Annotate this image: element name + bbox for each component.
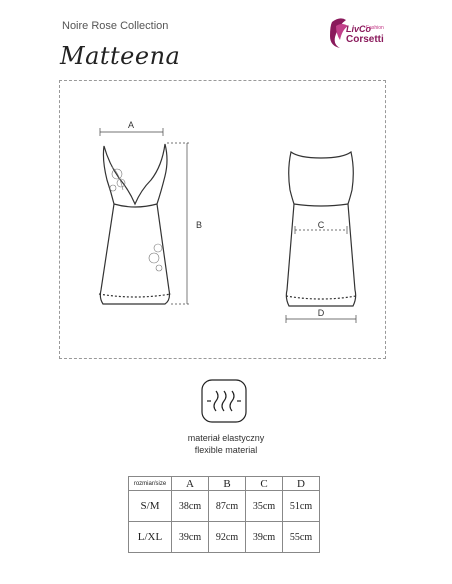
table-cell: 92cm <box>209 522 246 553</box>
label-c: C <box>317 220 325 230</box>
table-cell: 87cm <box>209 491 246 522</box>
table-cell: 51cm <box>283 491 320 522</box>
column-header: A <box>172 477 209 491</box>
front-garment-outline <box>100 144 169 304</box>
table-cell: 35cm <box>246 491 283 522</box>
table-row <box>129 491 320 522</box>
logo-text-corsetti: Corsetti <box>346 34 384 45</box>
column-header: D <box>283 477 320 491</box>
column-header: B <box>209 477 246 491</box>
logo-text-fashion: Fashion <box>366 25 384 31</box>
table-cell: 39cm <box>172 522 209 553</box>
measurement-diagram <box>59 80 386 359</box>
material-label-pl: materiał elastyczny <box>187 433 265 443</box>
label-d: D <box>317 308 325 318</box>
front-hem-lace <box>99 294 171 297</box>
logo-text-livco: LivCo <box>346 24 372 34</box>
column-header: C <box>246 477 283 491</box>
collection-name: Noire Rose Collection <box>62 20 169 32</box>
size-table-header <box>129 477 320 491</box>
material-label-en: flexible material <box>194 445 258 455</box>
front-lace-rose <box>110 166 162 271</box>
label-a: A <box>127 120 135 130</box>
back-underbust-seam <box>294 204 348 206</box>
product-name: Matteena <box>60 42 181 70</box>
label-b: B <box>195 220 203 230</box>
stretch-fabric-icon <box>201 379 247 423</box>
front-underbust-seam <box>114 204 157 207</box>
table-cell: 39cm <box>246 522 283 553</box>
brand-logo <box>326 14 396 52</box>
size-table-corner: rozmiar/size <box>129 477 172 491</box>
back-hem-lace <box>286 296 356 299</box>
table-cell: 38cm <box>172 491 209 522</box>
size-label: S/M <box>129 491 172 522</box>
table-row <box>129 522 320 553</box>
table-cell: 55cm <box>283 522 320 553</box>
size-table <box>128 476 320 553</box>
size-label: L/XL <box>129 522 172 553</box>
